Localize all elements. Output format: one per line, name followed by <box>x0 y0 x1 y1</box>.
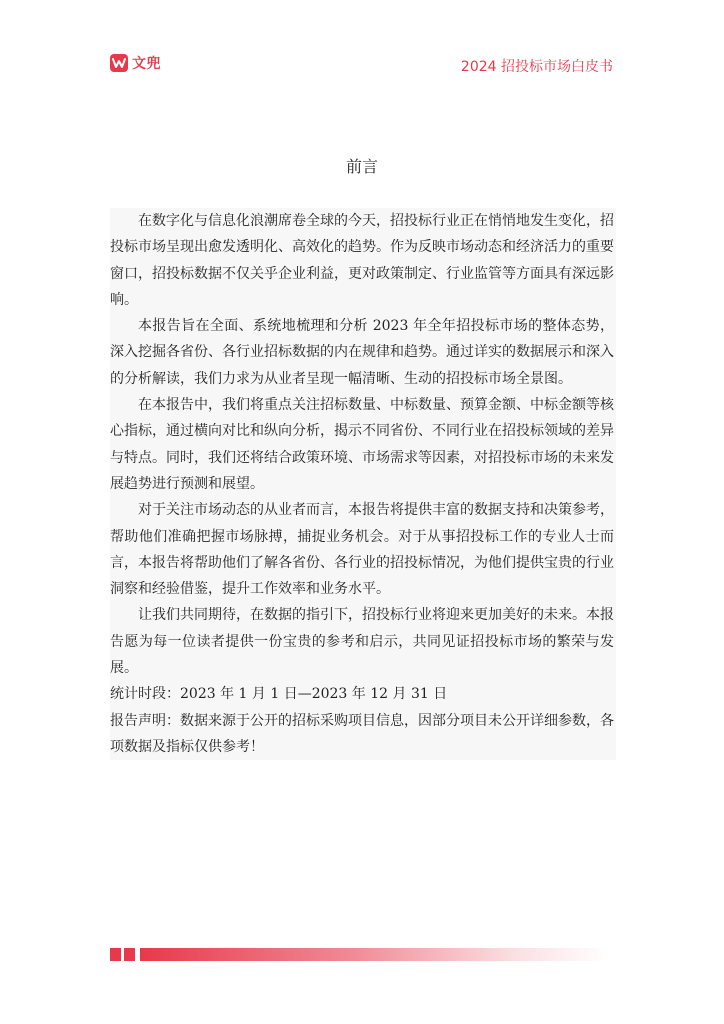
paragraph: 本报告旨在全面、系统地梳理和分析 2023 年全年招投标市场的整体态势，深入挖掘各省份、各行业招标数据的内在规律和趋势。通过详实的数据展示和深入的分析解读，我们力求为从业者呈现一幅清晰、生动的招投标市场全景图。 <box>110 318 614 387</box>
document-body <box>110 208 616 760</box>
statistics-period: 统计时段：2023 年 1 月 1 日—2023 年 12 月 31 日 <box>110 686 448 703</box>
paragraph: 对于关注市场动态的从业者而言，本报告将提供丰富的数据支持和决策参考，帮助他们准确把握市场脉搏，捕捉业务机会。对于从事招投标工作的专业人士而言，本报告将帮助他们了解各省份、各行业的招投标情况，为他们提供宝贵的行业洞察和经验借鉴，提升工作效率和业务水平。 <box>110 502 614 598</box>
logo-w-icon <box>110 54 128 72</box>
logo-text: 文兜 <box>132 56 161 72</box>
paragraph: 在本报告中，我们将重点关注招标数量、中标数量、预算金额、中标金额等核心指标，通过横向对比和纵向分析，揭示不同省份、不同行业在招投标领域的差异与特点。同时，我们还将结合政策环境、市场需求等因素，对招投标市场的未来发展趋势进行预测和展望。 <box>110 397 614 492</box>
page-title: 前言 <box>345 157 378 176</box>
paragraph: 在数字化与信息化浪潮席卷全球的今天，招投标行业正在悄悄地发生变化，招投标市场呈现出愈发透明化、高效化的趋势。作为反映市场动态和经济活力的重要窗口，招投标数据不仅关乎企业利益，更对政策制定、行业监管等方面具有深远影响。 <box>110 213 614 308</box>
footer-block <box>124 948 135 961</box>
paragraph: 让我们共同期待，在数据的指引下，招投标行业将迎来更加美好的未来。本报告愿为每一位读者提供一份宝贵的参考和启示，共同见证招投标市场的繁荣与发展。 <box>110 607 614 677</box>
brand-logo <box>110 53 161 73</box>
report-title: 2024 招投标市场白皮书 <box>460 59 613 75</box>
report-disclaimer: 报告声明：数据来源于公开的招标采购项目信息，因部分项目未公开详细参数，各项数据及指标仅供参考！ <box>110 712 614 755</box>
footer-block <box>110 948 121 961</box>
footer-decoration <box>110 948 610 961</box>
footer-gradient-bar <box>140 948 610 961</box>
